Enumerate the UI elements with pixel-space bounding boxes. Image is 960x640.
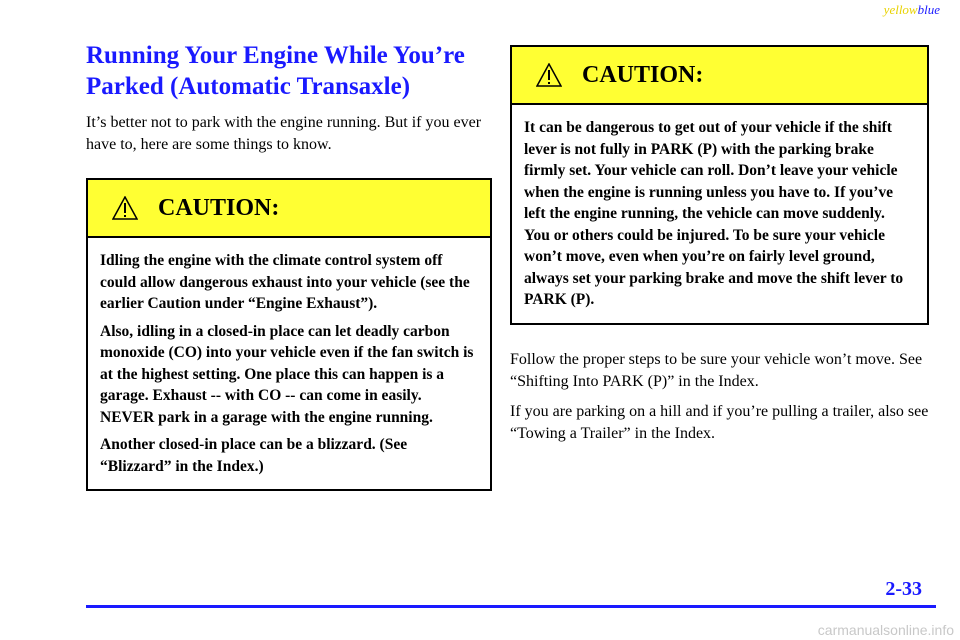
warning-triangle-icon [112,196,138,220]
warning-triangle-icon [536,63,562,87]
color-tag [884,2,940,18]
caution-paragraph: It can be dangerous to get out of your vehicle if the shift lever is not fully in PARK (P) with the parking brake firmly set. Your vehicle can roll. Don’t leave your vehicle when the engine is running unless you have to. If you’ve left the engine running, the vehicle can move suddenly. You or others could be injured. To be sure your vehicle won’t move, even when you’re on fairly level ground, always set your parking brake and move the shift lever to PARK (P). [524,119,904,308]
site-watermark: carmanualsonline.info [817,622,954,638]
heading-line-1: Running Your Engine While You’re [86,42,465,69]
caution-paragraph: Another closed-in place can be a blizzard. (See “Blizzard” in the Index.) [100,436,408,475]
caution-title: CAUTION: [158,194,280,221]
caution-box-exhaust [86,178,492,491]
body-paragraph: If you are parking on a hill and if you’re pulling a trailer, also see “Towing a Trailer” in the Index. [510,402,929,442]
caution-title: CAUTION: [582,61,704,88]
left-column [86,40,492,491]
right-column [510,45,929,453]
footer-divider [86,605,936,608]
caution-body [512,105,927,323]
heading-line-2: Parked (Automatic Transaxle) [86,73,411,100]
caution-header [512,47,927,105]
caution-paragraph: Idling the engine with the climate control system off could allow dangerous exhaust into your vehicle (see the earlier Caution under “Engine Exhaust”). [100,252,470,312]
page-number: 2-33 [885,578,922,600]
section-heading [86,40,492,102]
caution-header [88,180,490,238]
color-tag-yellow: yellow [883,2,918,17]
caution-box-park [510,45,929,325]
intro-paragraph: It’s better not to park with the engine running. But if you ever have to, here are some things to know. [86,114,482,153]
body-paragraph: Follow the proper steps to be sure your vehicle won’t move. See “Shifting Into PARK (P)” in the Index. [510,350,923,390]
color-tag-blue: blue [917,2,940,17]
caution-body [88,238,490,489]
caution-paragraph: Also, idling in a closed-in place can let deadly carbon monoxide (CO) into your vehicle even if the fan switch is at the highest setting. One place this can happen is a garage. Exhaust -- with CO -- can come in easily. NEVER park in a garage with the engine running. [100,322,474,426]
